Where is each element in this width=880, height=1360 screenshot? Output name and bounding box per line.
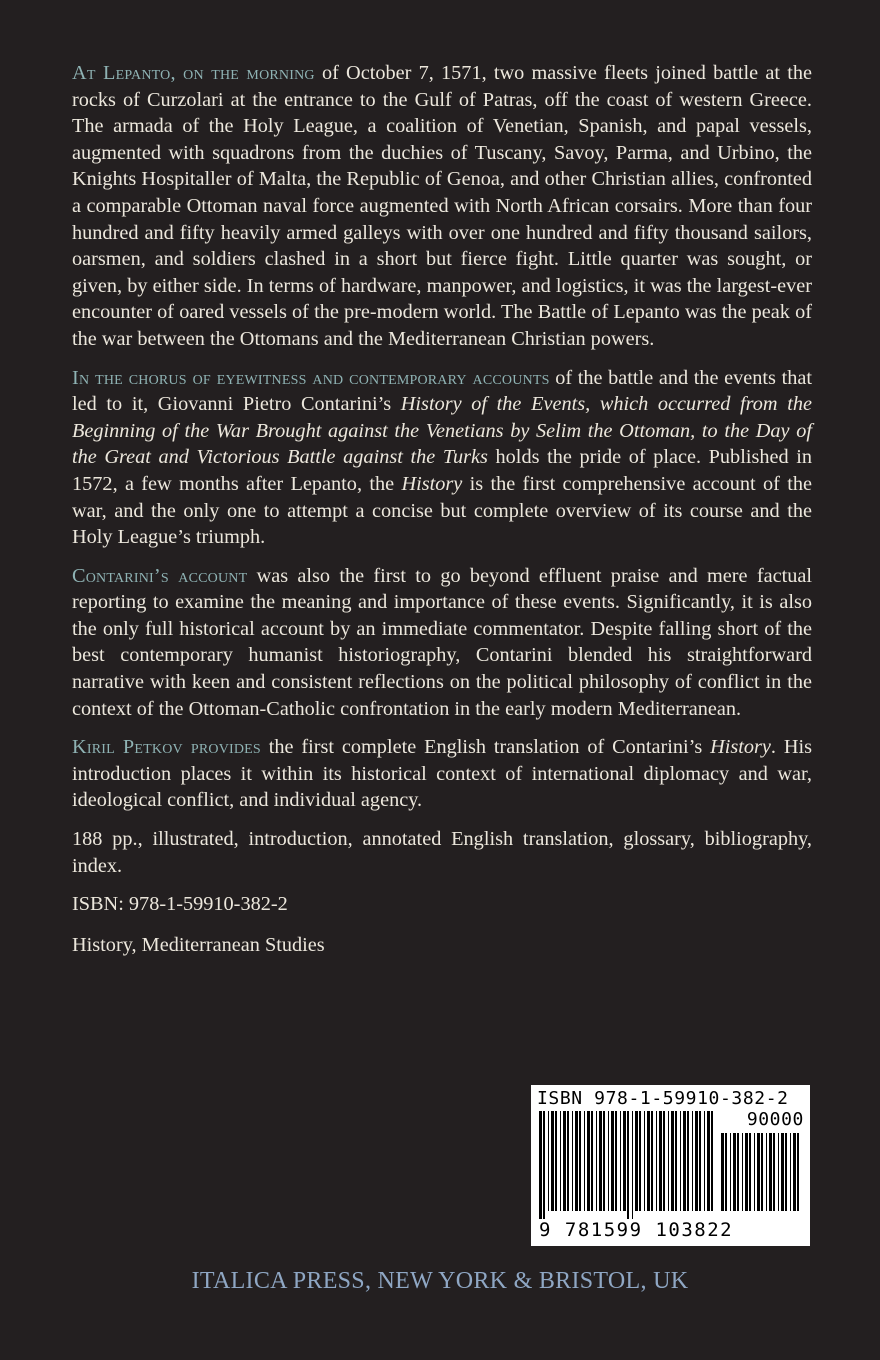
barcode-isbn-label: ISBN 978-1-59910-382-2 bbox=[537, 1088, 789, 1109]
barcode-bar bbox=[707, 1111, 710, 1211]
barcode-bar bbox=[773, 1133, 775, 1211]
description-paragraph bbox=[72, 60, 812, 353]
barcode-bar bbox=[551, 1111, 554, 1211]
barcode-bar bbox=[761, 1133, 763, 1211]
barcode-bar bbox=[757, 1133, 760, 1211]
paragraph-text: of the battle and the events that led to it, Giovanni Pietro Contarini’s bbox=[72, 366, 812, 416]
publisher-imprint: ITALICA PRESS, NEW YORK & BRISTOL, UK bbox=[191, 1268, 689, 1294]
barcode-bar bbox=[575, 1111, 578, 1211]
barcode-bar bbox=[596, 1111, 597, 1211]
barcode-bar bbox=[687, 1111, 689, 1211]
barcode-bar bbox=[695, 1111, 698, 1211]
barcode-bar bbox=[615, 1111, 617, 1211]
barcode-bar bbox=[797, 1133, 799, 1211]
italic-title-text: History bbox=[710, 736, 771, 759]
italic-title-text: History bbox=[401, 472, 463, 495]
barcode-bar bbox=[647, 1111, 650, 1211]
barcode-bar bbox=[683, 1111, 686, 1211]
description-paragraphs bbox=[72, 60, 812, 814]
description-paragraph bbox=[72, 563, 812, 723]
isbn-line: ISBN: 978-1-59910-382-2 bbox=[72, 893, 288, 916]
barcode-bar bbox=[639, 1111, 641, 1211]
barcode-bar bbox=[704, 1111, 705, 1211]
barcode-digits: 9 781599 103822 bbox=[539, 1219, 734, 1241]
barcode-bar bbox=[671, 1111, 674, 1211]
addon-barcode-bars bbox=[721, 1133, 803, 1221]
barcode-bar bbox=[560, 1111, 561, 1211]
barcode-bar bbox=[644, 1111, 645, 1211]
barcode-bar bbox=[785, 1133, 787, 1211]
paragraph-text: holds the pride of place. Published in 1572, a few months after Lepanto, the bbox=[72, 446, 813, 495]
barcode-bar bbox=[737, 1133, 739, 1211]
barcode-addon-number: 90000 bbox=[746, 1109, 804, 1130]
barcode-bar bbox=[635, 1111, 638, 1211]
barcode-bar bbox=[725, 1133, 727, 1211]
barcode-bar bbox=[591, 1111, 593, 1211]
barcode-bar bbox=[627, 1111, 629, 1219]
paragraph-text: the first complete English translation of Contarini’s bbox=[260, 736, 711, 759]
barcode-bar bbox=[620, 1111, 621, 1211]
paragraph-text: . His introduction places it within its historical context of international diplomacy and war, ideological conflict, and individual agency. bbox=[72, 736, 812, 812]
barcode-bar bbox=[675, 1111, 677, 1211]
barcode-bar bbox=[742, 1133, 743, 1211]
barcode-bar bbox=[539, 1111, 542, 1219]
paragraph-text: was also the first to go beyond effluent praise and mere factual reporting to examine the meaning and importance of these events. Significantly, it is also the only full historical account by an immediate commentator. Despite falling short of the best contemporary humanist historiography, Contarini blended his straightforward narrative with keen and consistent reflections on the political philosophy of conflict in the context of the Ottoman-Catholic confrontation in the early modern Mediterranean. bbox=[72, 564, 812, 720]
paragraph-text: is the first comprehensive account of the war, and the only one to attempt a concise but complete overview of its course and the Holy League’s triumph. bbox=[72, 472, 813, 549]
barcode-bar bbox=[766, 1133, 767, 1211]
barcode-bar bbox=[711, 1111, 713, 1211]
barcode-bar bbox=[781, 1133, 784, 1211]
subject-categories: History, Mediterranean Studies bbox=[72, 933, 325, 956]
paragraph-lead-in: Contarini’s account bbox=[72, 564, 248, 587]
barcode-bar bbox=[579, 1111, 581, 1211]
isbn-barcode bbox=[531, 1085, 810, 1246]
barcode-bar bbox=[754, 1133, 755, 1211]
barcode-bar bbox=[793, 1133, 796, 1211]
barcode-bar bbox=[692, 1111, 693, 1211]
back-cover-text bbox=[72, 60, 812, 972]
barcode-bar bbox=[749, 1133, 751, 1211]
paragraph-lead-in: At Lepanto, on the morning bbox=[72, 62, 315, 84]
italic-title-text: History of the Events, which occurred from the Beginning of the War Brought against the Venetians by Selim the Ottoman, to the Day of the Great and Victorious Battle against the Turks bbox=[72, 393, 812, 469]
barcode-bar bbox=[603, 1111, 605, 1211]
barcode-bar bbox=[663, 1111, 665, 1211]
description-paragraph bbox=[72, 734, 812, 814]
barcode-bar bbox=[659, 1111, 662, 1211]
barcode-bar bbox=[584, 1111, 585, 1211]
barcode-bar bbox=[778, 1133, 779, 1211]
barcode-bar bbox=[730, 1133, 731, 1211]
barcode-bar bbox=[721, 1133, 724, 1211]
barcode-bar bbox=[587, 1111, 590, 1211]
barcode-bar bbox=[699, 1111, 701, 1211]
barcode-bar bbox=[632, 1111, 633, 1219]
barcode-bar bbox=[790, 1133, 791, 1211]
barcode-bar bbox=[543, 1111, 545, 1219]
paragraph-lead-in: Kiril Petkov provides bbox=[72, 736, 261, 759]
description-paragraph bbox=[72, 365, 812, 551]
barcode-bar bbox=[745, 1133, 748, 1211]
barcode-bar bbox=[733, 1133, 736, 1211]
barcode-bar bbox=[651, 1111, 653, 1211]
barcode-bar bbox=[599, 1111, 602, 1211]
barcode-bar bbox=[563, 1111, 566, 1211]
barcode-bar bbox=[769, 1133, 772, 1211]
barcode-bar bbox=[548, 1111, 549, 1211]
barcode-bar bbox=[623, 1111, 626, 1211]
barcode-bar bbox=[668, 1111, 669, 1211]
barcode-bar bbox=[567, 1111, 569, 1211]
barcode-bar bbox=[656, 1111, 657, 1211]
barcode-bar bbox=[680, 1111, 681, 1211]
barcode-bar bbox=[572, 1111, 573, 1211]
paragraph-lead-in: In the chorus of eyewitness and contemporary accounts bbox=[72, 366, 550, 389]
ean-barcode-bars bbox=[539, 1111, 717, 1221]
barcode-bar bbox=[608, 1111, 609, 1211]
barcode-bar bbox=[555, 1111, 557, 1211]
barcode-bar bbox=[611, 1111, 614, 1211]
page-count-description: 188 pp., illustrated, introduction, annotated English translation, glossary, bibliography, index. bbox=[72, 828, 812, 877]
paragraph-text: of October 7, 1571, two massive fleets joined battle at the rocks of Curzolari at the entrance to the Gulf of Patras, off the coast of western Greece. The armada of the Holy League, a coalition of Venetian, Spanish, and papal vessels, augmented with squadrons from the duchies of Tuscany, Savoy, Parma, and Urbino, the Knights Hospitaller of Malta, the Republic of Genoa, and other Christian allies, confronted a comparable Ottoman naval force augmented with North African corsairs. More than four hundred and fifty heavily armed galleys with over one hundred and fifty thousand sailors, oarsmen, and soldiers clashed in a short but fierce fight. Little quarter was sought, or given, by either side. In terms of hardware, manpower, and logistics, it was the largest-ever encounter of oared vessels of the pre-modern world. The Battle of Lepanto was the peak of the war between the Ottomans and the Mediterranean Christian powers. bbox=[72, 62, 812, 350]
